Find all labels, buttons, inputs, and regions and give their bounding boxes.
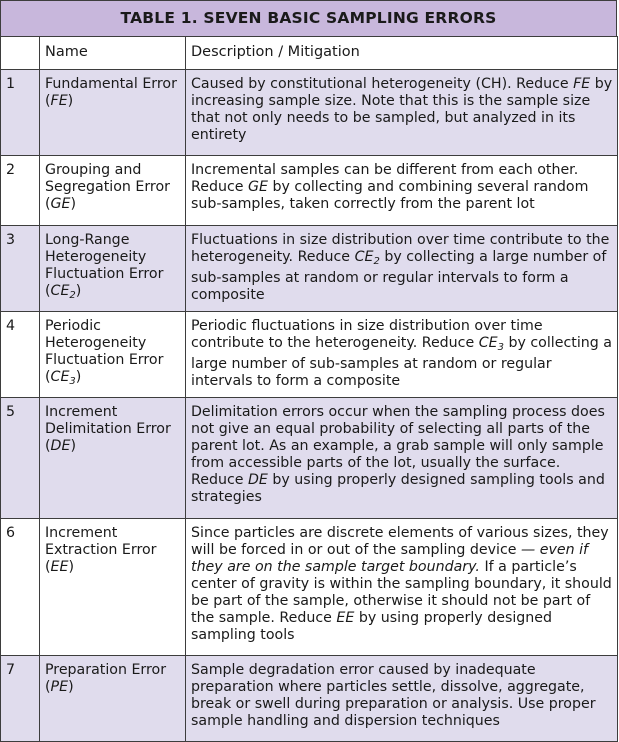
table-body	[0, 36, 618, 742]
error-description: Incremental samples can be different from each other. Reduce GE by collecting and combining several random sub-samples, taken correctly from the parent lot	[186, 156, 618, 226]
row-number: 3	[1, 226, 40, 312]
error-description: Since particles are discrete elements of various sizes, they will be forced in or out of the sampling device — even if they are on the sample target boundary. If a particle’s center of gravity is within the sampling boundary, it should be part of the sample, otherwise it should not be part of the sample. Reduce EE by using properly designed sampling tools	[186, 519, 618, 656]
row-number: 7	[1, 656, 40, 742]
error-name: Preparation Error (PE)	[40, 656, 186, 742]
row-number: 6	[1, 519, 40, 656]
error-name: Grouping and Segregation Error (GE)	[40, 156, 186, 226]
error-description: Caused by constitutional heterogeneity (CH). Reduce FE by increasing sample size. Note that this is the sample size that not only needs to be sampled, but analyzed in its entirety	[186, 70, 618, 156]
error-name: Periodic Heterogeneity Fluctuation Error $(CE_3)$	[40, 312, 186, 398]
table-row	[1, 398, 618, 519]
table-row	[1, 519, 618, 656]
table-row	[1, 156, 618, 226]
row-number: 2	[1, 156, 40, 226]
error-name: Increment Delimitation Error (DE)	[40, 398, 186, 519]
header-name: Name	[40, 37, 186, 70]
error-name: Fundamental Error (FE)	[40, 70, 186, 156]
table-row	[1, 312, 618, 398]
header-row	[1, 37, 618, 70]
row-number: 4	[1, 312, 40, 398]
table-row	[1, 656, 618, 742]
error-name: Long-Range Heterogeneity Fluctuation Error $(CE_2)$	[40, 226, 186, 312]
error-name: Increment Extraction Error (EE)	[40, 519, 186, 656]
row-number: 1	[1, 70, 40, 156]
table-title: TABLE 1. SEVEN BASIC SAMPLING ERRORS	[0, 0, 617, 36]
error-description: Fluctuations in size distribution over time contribute to the heterogeneity. Reduce $CE_2$ by collecting a large number of sub-samples at random or regular intervals to form a composite	[186, 226, 618, 312]
header-number	[1, 37, 40, 70]
error-description: Delimitation errors occur when the sampling process does not give an equal probability of selecting all parts of the parent lot. As an example, a grab sample will only sample from accessible parts of the lot, usually the surface. Reduce DE by using properly designed sampling tools and strategies	[186, 398, 618, 519]
header-description: Description / Mitigation	[186, 37, 618, 70]
row-number: 5	[1, 398, 40, 519]
error-description: Periodic fluctuations in size distribution over time contribute to the heterogeneity. Reduce $CE_3$ by collecting a large number of sub-samples at random or regular intervals to form a composite	[186, 312, 618, 398]
error-description: Sample degradation error caused by inadequate preparation where particles settle, dissolve, aggregate, break or swell during preparation or analysis. Use proper sample handling and dispersion techniques	[186, 656, 618, 742]
table-row	[1, 70, 618, 156]
table-row	[1, 226, 618, 312]
